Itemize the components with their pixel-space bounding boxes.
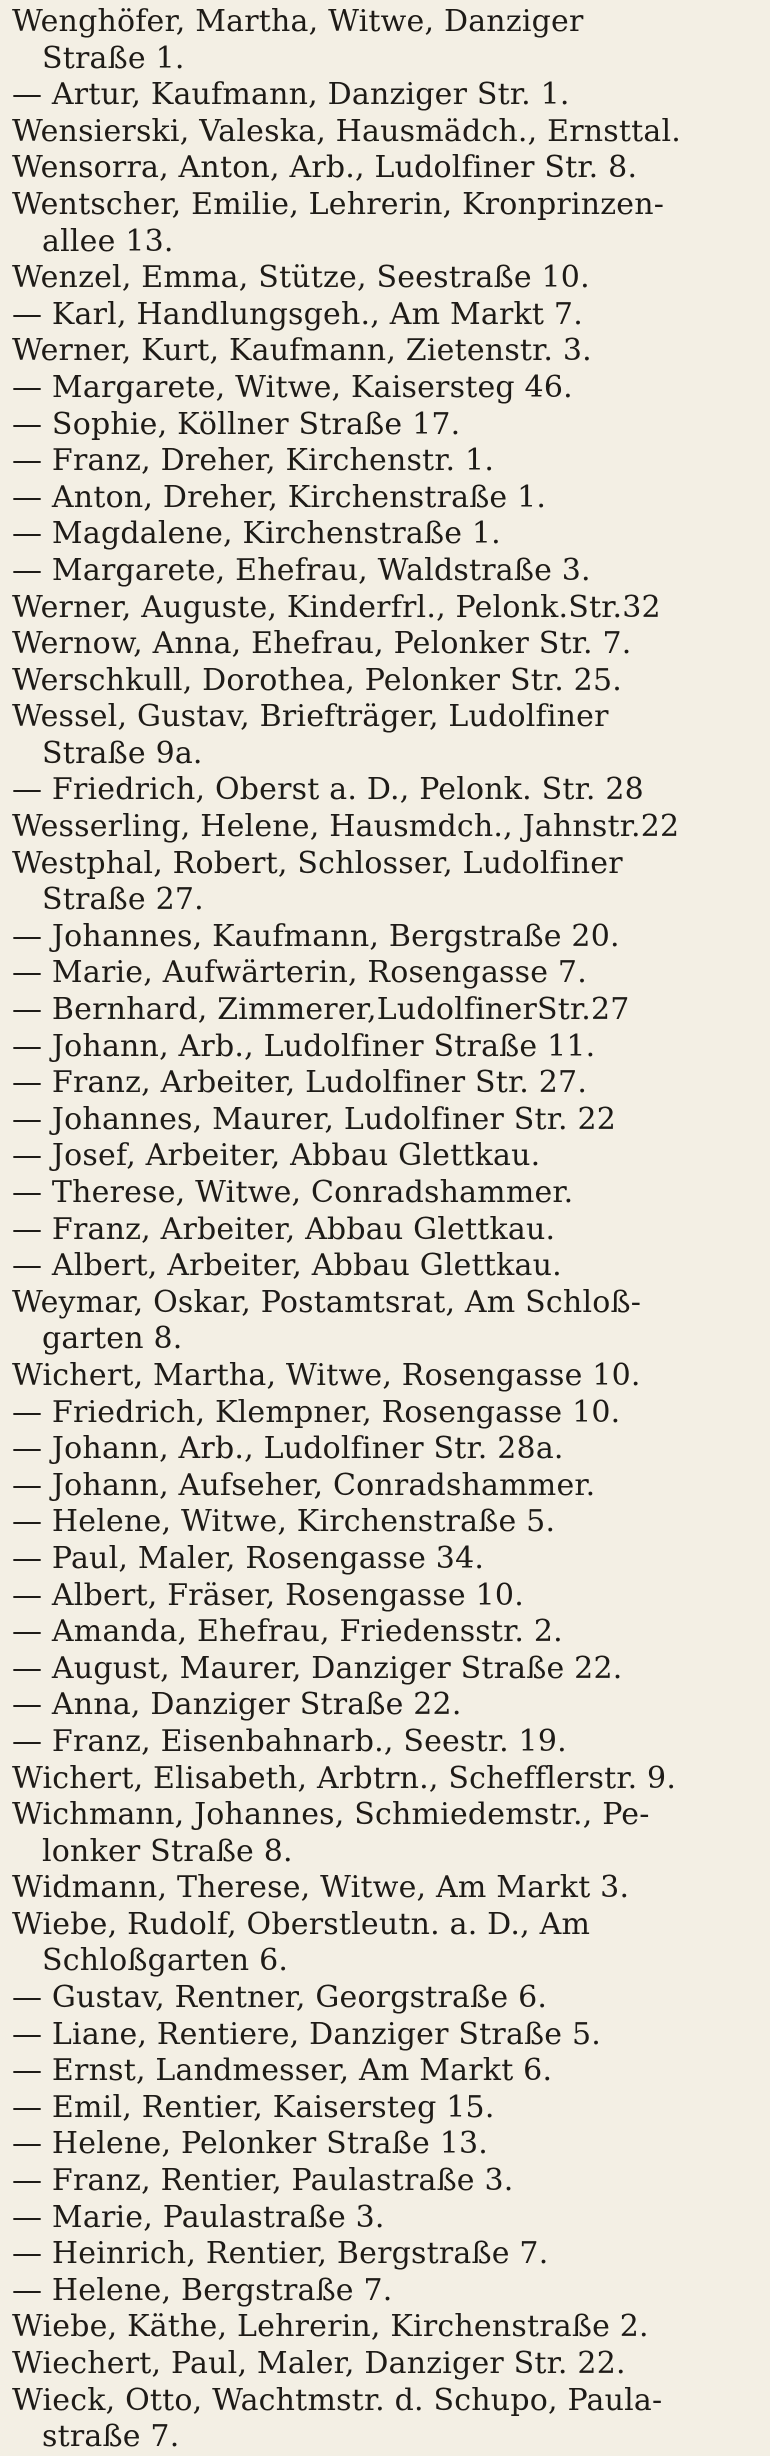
entry-line: Wessel, Gustav, Briefträger, Ludolfiner	[12, 699, 609, 735]
entry-line: Weymar, Oskar, Postamtsrat, Am Schloß-	[12, 1284, 642, 1320]
entry-line: Wensierski, Valeska, Hausmädch., Ernsttal.	[12, 113, 681, 149]
entry-line: — Albert, Arbeiter, Abbau Glettkau.	[12, 1248, 562, 1284]
entry-line: — Margarete, Ehefrau, Waldstraße 3.	[12, 552, 591, 588]
entry-continuation-line: Straße 9a.	[42, 735, 203, 771]
entry-line: — Johann, Aufseher, Conradshammer.	[12, 1467, 596, 1503]
entry-line: — Franz, Arbeiter, Abbau Glettkau.	[12, 1211, 556, 1247]
entry-line: — Magdalene, Kirchenstraße 1.	[12, 516, 501, 552]
entry-line: Westphal, Robert, Schlosser, Ludolfiner	[12, 845, 623, 881]
entry-line: — Helene, Witwe, Kirchenstraße 5.	[12, 1504, 556, 1540]
entry-continuation-line: Straße 27.	[42, 882, 204, 918]
entry-continuation-line: garten 8.	[42, 1321, 183, 1357]
entry-line: Wentscher, Emilie, Lehrerin, Kronprinzen-	[12, 186, 665, 222]
entry-line: — August, Maurer, Danziger Straße 22.	[12, 1650, 623, 1686]
entry-line: — Margarete, Witwe, Kaisersteg 46.	[12, 369, 573, 405]
entry-line: Wichert, Martha, Witwe, Rosengasse 10.	[12, 1357, 641, 1393]
entry-line: — Bernhard, Zimmerer,LudolfinerStr.27	[12, 992, 630, 1028]
entry-line: — Friedrich, Klempner, Rosengasse 10.	[12, 1394, 621, 1430]
entry-line: — Amanda, Ehefrau, Friedensstr. 2.	[12, 1614, 563, 1650]
entry-line: — Marie, Aufwärterin, Rosengasse 7.	[12, 955, 587, 991]
entry-line: — Sophie, Köllner Straße 17.	[12, 406, 461, 442]
entry-line: Wiechert, Paul, Maler, Danziger Str. 22.	[12, 2346, 626, 2381]
entry-line: — Albert, Fräser, Rosengasse 10.	[12, 1577, 524, 1613]
entry-line: Wernow, Anna, Ehefrau, Pelonker Str. 7.	[12, 626, 632, 662]
entry-line: Wiebe, Käthe, Lehrerin, Kirchenstraße 2.	[12, 2309, 649, 2345]
entry-line: — Heinrich, Rentier, Bergstraße 7.	[12, 2236, 549, 2272]
entry-line: — Anton, Dreher, Kirchenstraße 1.	[12, 479, 547, 515]
entry-line: Werner, Auguste, Kinderfrl., Pelonk.Str.32	[12, 589, 661, 625]
entry-line: — Josef, Arbeiter, Abbau Glettkau.	[12, 1138, 541, 1174]
entry-line: — Johann, Arb., Ludolfiner Str. 28a.	[12, 1431, 564, 1467]
entry-continuation-line: lonker Straße 8.	[42, 1833, 293, 1869]
entry-line: — Franz, Rentier, Paulastraße 3.	[12, 2163, 514, 2199]
entry-line: Wichert, Elisabeth, Arbtrn., Schefflerstr. 9.	[12, 1760, 677, 1796]
entry-line: Werner, Kurt, Kaufmann, Zietenstr. 3.	[12, 333, 592, 369]
entry-line: Wensorra, Anton, Arb., Ludolfiner Str. 8.	[12, 150, 638, 186]
entry-line: Wieck, Otto, Wachtmstr. d. Schupo, Paula-	[12, 2382, 663, 2418]
entry-line: — Anna, Danziger Straße 22.	[12, 1687, 462, 1723]
entry-line: — Helene, Pelonker Straße 13.	[12, 2126, 489, 2162]
entry-line: — Karl, Handlungsgeh., Am Markt 7.	[12, 296, 583, 332]
entry-line: — Johann, Arb., Ludolfiner Straße 11.	[12, 1028, 596, 1064]
entry-line: — Franz, Eisenbahnarb., Seestr. 19.	[12, 1723, 567, 1759]
entry-line: — Helene, Bergstraße 7.	[12, 2272, 393, 2308]
entry-line: Wenzel, Emma, Stütze, Seestraße 10.	[12, 260, 590, 296]
entry-continuation-line: allee 13.	[42, 223, 174, 259]
entry-line: Wenghöfer, Martha, Witwe, Danziger	[12, 4, 584, 39]
entry-line: Wiebe, Rudolf, Oberstleutn. a. D., Am	[12, 1906, 591, 1942]
directory-entries	[12, 4, 764, 2456]
entry-line: — Liane, Rentiere, Danziger Straße 5.	[12, 2016, 602, 2052]
entry-line: — Friedrich, Oberst a. D., Pelonk. Str. 28	[12, 772, 644, 808]
entry-line: — Johannes, Kaufmann, Bergstraße 20.	[12, 918, 620, 954]
entry-line: — Gustav, Rentner, Georgstraße 6.	[12, 1980, 548, 2016]
entry-line: Widmann, Therese, Witwe, Am Markt 3.	[12, 1870, 630, 1906]
entry-continuation-line: Straße 1.	[42, 40, 185, 76]
entry-continuation-line: straße 7.	[42, 2419, 180, 2455]
entry-line: — Emil, Rentier, Kaisersteg 15.	[12, 2089, 495, 2125]
entry-line: — Marie, Paulastraße 3.	[12, 2199, 385, 2235]
entry-line: — Artur, Kaufmann, Danziger Str. 1.	[12, 77, 570, 113]
entry-line: — Paul, Maler, Rosengasse 34.	[12, 1540, 485, 1576]
entry-line: — Ernst, Landmesser, Am Markt 6.	[12, 2053, 553, 2089]
entry-line: Wesserling, Helene, Hausmdch., Jahnstr.22	[12, 809, 680, 845]
entry-line: — Franz, Dreher, Kirchenstr. 1.	[12, 443, 495, 479]
entry-line: — Johannes, Maurer, Ludolfiner Str. 22	[12, 1101, 617, 1137]
entry-line: Werschkull, Dorothea, Pelonker Str. 25.	[12, 662, 622, 698]
entry-line: — Franz, Arbeiter, Ludolfiner Str. 27.	[12, 1065, 588, 1101]
entry-continuation-line: Schloßgarten 6.	[42, 1943, 289, 1979]
entry-line: — Therese, Witwe, Conradshammer.	[12, 1175, 574, 1210]
entry-line: Wichmann, Johannes, Schmiedemstr., Pe-	[12, 1797, 650, 1833]
